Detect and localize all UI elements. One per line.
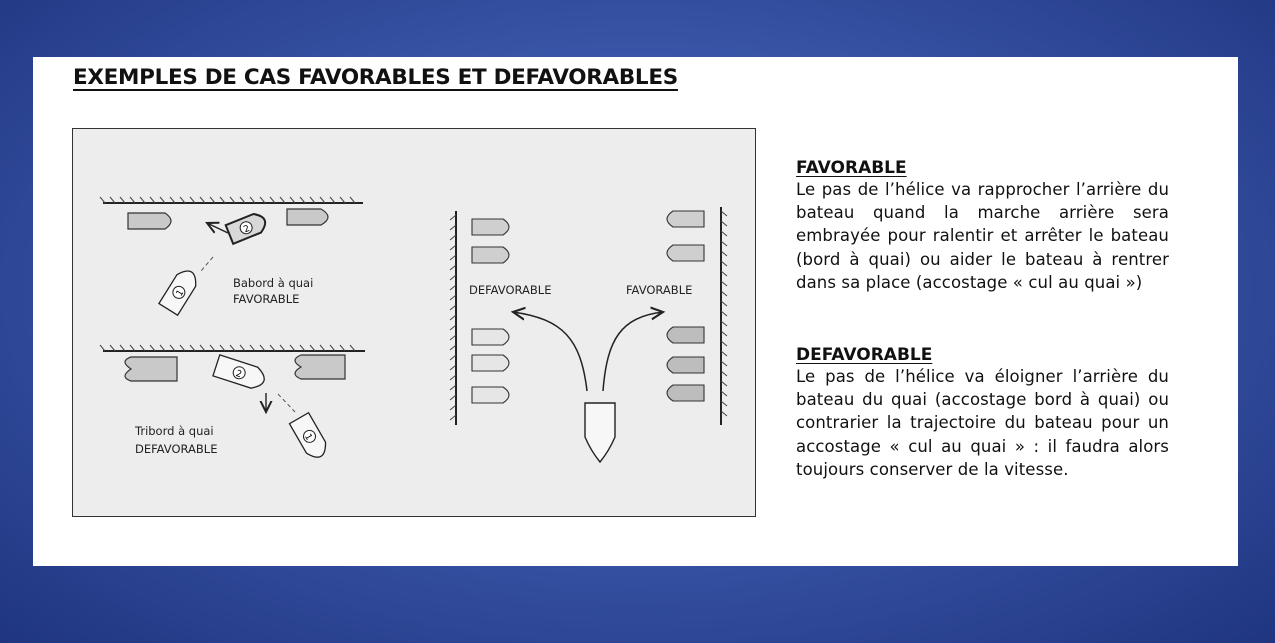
slide-title: EXEMPLES DE CAS FAVORABLES ET DEFAVORABLES: [73, 65, 678, 90]
moored-boat-left: [472, 219, 509, 235]
boat-number: 2: [242, 223, 252, 236]
label-right-favorable: FAVORABLE: [626, 283, 693, 297]
defavorable-text: Le pas de l’hélice va éloigner l’arrière du bateau du quai (accostage bord à quai) ou contrarier la trajectoire du bateau pour un accostage « cul au quai » : il faudra alors toujours conserver de la vitesse.: [796, 367, 1169, 479]
boat-position-1: [159, 266, 201, 315]
moored-boat-left: [472, 355, 509, 371]
quay-bottom-left: [100, 345, 365, 351]
slide: [33, 57, 1238, 566]
moored-boat-left: [472, 329, 509, 345]
quay-top-left: [100, 197, 363, 203]
moored-boat: [295, 355, 345, 379]
label-right-defavorable: DEFAVORABLE: [469, 283, 552, 297]
boat-position-1: [289, 413, 330, 462]
boat-position-2: [213, 355, 267, 391]
defavorable-section: [796, 345, 1169, 481]
trajectory-arrow-defavorable: [513, 312, 587, 391]
label-babord: Babord à quai: [233, 276, 314, 290]
moored-boat: [128, 213, 171, 229]
favorable-heading: FAVORABLE: [796, 158, 907, 178]
moored-boat-right: [667, 245, 704, 261]
moored-boat: [125, 357, 177, 381]
moored-boat-right: [667, 357, 704, 373]
boat-position-2: [226, 211, 269, 244]
diagram-svg: [73, 129, 757, 518]
defavorable-heading: DEFAVORABLE: [796, 345, 933, 365]
moored-boat: [287, 209, 328, 225]
quay-left-vertical: [450, 211, 456, 425]
trajectory-arrow-favorable: [603, 312, 663, 391]
reversing-boat: [585, 403, 615, 462]
boat-number: 1: [302, 432, 314, 443]
label-babord-status: FAVORABLE: [233, 292, 300, 306]
label-tribord: Tribord à quai: [135, 424, 214, 438]
boat-number: 1: [174, 288, 187, 299]
quay-right-vertical: [721, 207, 727, 425]
moored-boat-left: [472, 387, 509, 403]
favorable-section: [796, 158, 1169, 294]
boat-number: 2: [234, 369, 243, 381]
label-tribord-status: DEFAVORABLE: [135, 442, 218, 456]
favorable-text: Le pas de l’hélice va rapprocher l’arrière du bateau quand la marche arrière sera embrayée pour ralentir et arrêter le bateau (bord à quai) ou aider le bateau à rentrer dans sa place (accostage « cul au quai »): [796, 180, 1169, 292]
moored-boat-left: [472, 247, 509, 263]
moored-boat-right: [667, 327, 704, 343]
moored-boat-right: [667, 211, 704, 227]
moored-boat-right: [667, 385, 704, 401]
maneuver-diagram: [72, 128, 756, 517]
